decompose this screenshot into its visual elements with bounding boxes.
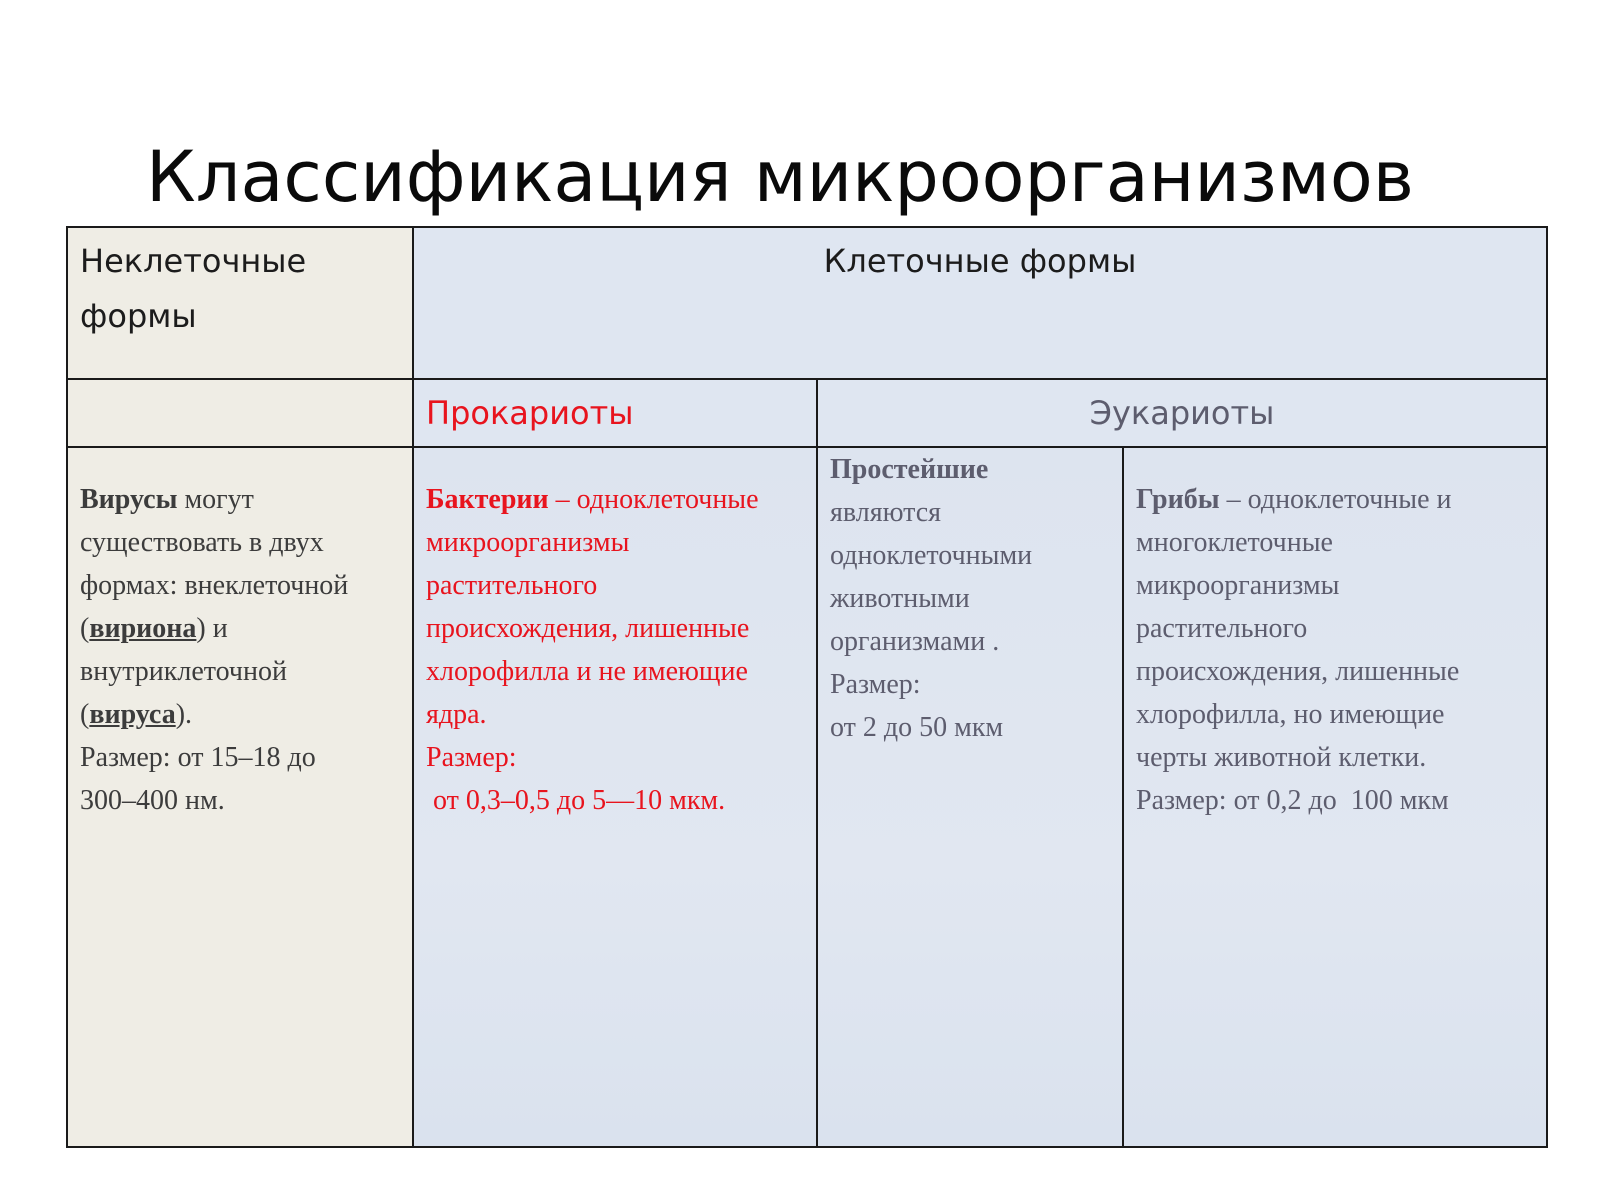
protozoa-text: организмами .: [830, 626, 1000, 657]
protozoa-size: от 2 до 50 мкм: [830, 712, 1004, 743]
fungi-size: Размер: от 0,2 до 100 мкм: [1136, 785, 1449, 816]
viruses-size: 300–400 нм.: [80, 785, 225, 816]
subheader-eukaryotes-cell: [816, 378, 1548, 448]
virion-term: вириона: [89, 613, 197, 644]
fungi-text: хлорофилла, но имеющие: [1136, 699, 1445, 730]
classification-table: [66, 226, 1548, 1148]
header-noncellular-line1: Неклеточные: [80, 242, 307, 280]
bacteria-text: ядра.: [426, 699, 487, 730]
header-cellular-cell: [412, 226, 1548, 380]
bacteria-text: – одноклеточные: [548, 484, 759, 515]
header-cellular: Клеточные формы: [823, 242, 1137, 280]
bacteria-size: Размер:: [426, 742, 517, 773]
fungi-text: черты животной клетки.: [1136, 742, 1427, 773]
fungi-term: Грибы: [1136, 484, 1220, 515]
fungi-text: растительного: [1136, 613, 1308, 644]
viruses-size: Размер: от 15–18 до: [80, 742, 316, 773]
viruses-text: могут: [177, 484, 254, 515]
viruses-term: Вирусы: [80, 484, 178, 515]
viruses-text: (: [80, 613, 90, 644]
bacteria-text: хлорофилла и не имеющие: [426, 656, 748, 687]
viruses-text: (: [80, 699, 90, 730]
bacteria-term: Бактерии: [426, 484, 549, 515]
subheader-prokaryotes-cell: [412, 378, 818, 448]
bacteria-cell: [412, 446, 818, 1148]
protozoa-cell: [816, 446, 1124, 1148]
header-noncellular-line2: формы: [80, 297, 197, 335]
viruses-text: существовать в двух: [80, 527, 324, 558]
bacteria-text: микроорганизмы: [426, 527, 630, 558]
subheader-empty-cell: [66, 378, 414, 448]
subheader-eukaryotes: Эукариоты: [1089, 394, 1275, 432]
bacteria-text: растительного: [426, 570, 598, 601]
fungi-text: микроорганизмы: [1136, 570, 1340, 601]
viruses-text: ).: [175, 699, 193, 730]
viruses-text: внутриклеточной: [80, 656, 287, 687]
protozoa-text: являются: [830, 497, 942, 528]
protozoa-text: животными: [830, 583, 970, 614]
bacteria-text: происхождения, лишенные: [426, 613, 750, 644]
virus-term: вируса: [89, 699, 176, 730]
slide-title: Классификация микроорганизмов: [146, 136, 1414, 218]
viruses-text: ) и: [196, 613, 228, 644]
fungi-text: многоклеточные: [1136, 527, 1333, 558]
protozoa-term: Простейшие: [830, 454, 989, 485]
viruses-text: формах: внеклеточной: [80, 570, 349, 601]
fungi-cell: [1122, 446, 1548, 1148]
viruses-cell: [66, 446, 414, 1148]
fungi-text: – одноклеточные и: [1219, 484, 1452, 515]
bacteria-size: от 0,3–0,5 до 5—10 мкм.: [426, 785, 726, 816]
subheader-prokaryotes: Прокариоты: [426, 394, 634, 432]
fungi-text: происхождения, лишенные: [1136, 656, 1460, 687]
protozoa-size: Размер:: [830, 669, 921, 700]
protozoa-text: одноклеточными: [830, 540, 1033, 571]
header-noncellular-cell: [66, 226, 414, 380]
